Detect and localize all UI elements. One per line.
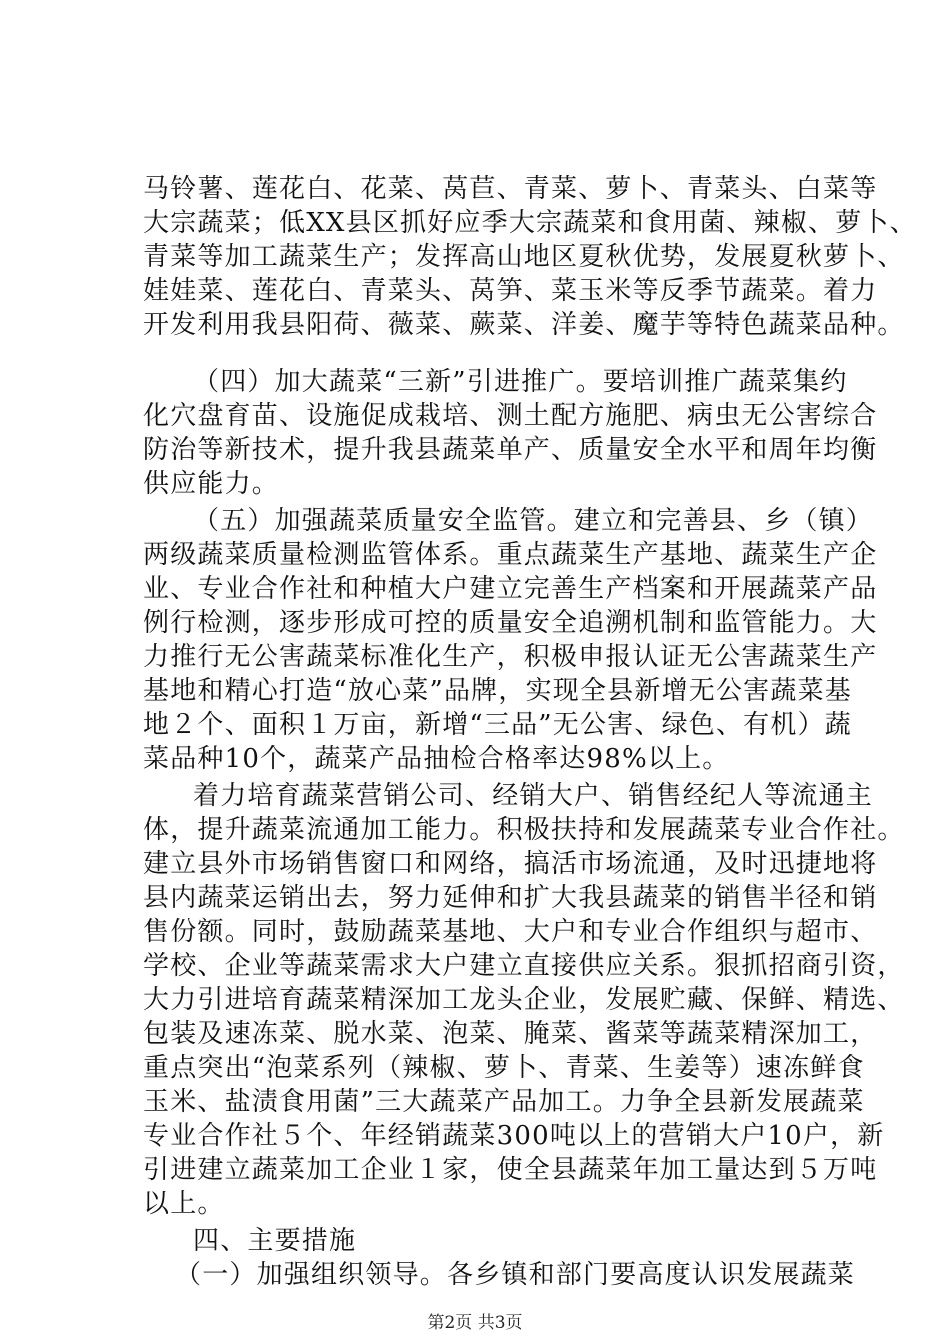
paragraph-line: 大力引进培育蔬菜精深加工龙头企业，发展贮藏、保鲜、精选、 <box>143 985 905 1015</box>
paragraph-line: 售份额。同时，鼓励蔬菜基地、大户和专业合作组织与超市、 <box>143 917 878 947</box>
paragraph-line: 马铃薯、莲花白、花菜、莴苣、青菜、萝卜、青菜头、白菜等 <box>143 174 878 204</box>
paragraph-line: 建立县外市场销售窗口和网络，搞活市场流通，及时迅捷地将 <box>143 849 878 879</box>
paragraph-line: 玉米、盐渍食用菌”三大蔬菜产品加工。力争全县新发展蔬菜 <box>143 1087 865 1117</box>
paragraph-line: 供应能力。 <box>143 469 280 499</box>
paragraph-line: 县内蔬菜运销出去，努力延伸和扩大我县蔬菜的销售半径和销 <box>143 883 878 913</box>
paragraph-line: 力推行无公害蔬菜标准化生产，积极申报认证无公害蔬菜生产 <box>143 642 878 672</box>
paragraph-line: 包装及速冻菜、脱水菜、泡菜、腌菜、酱菜等蔬菜精深加工， <box>143 1019 878 1049</box>
paragraph-line: 着力培育蔬菜营销公司、经销大户、销售经纪人等流通主 <box>193 781 874 811</box>
paragraph-line: 重点突出“泡菜系列（辣椒、萝卜、青菜、生姜等）速冻鲜食 <box>143 1053 865 1083</box>
paragraph-line: 学校、企业等蔬菜需求大户建立直接供应关系。狠抓招商引资， <box>143 951 905 981</box>
paragraph-line: 专业合作社５个、年经销蔬菜300吨以上的营销大户10户，新 <box>143 1121 885 1151</box>
paragraph-line: 体，提升蔬菜流通加工能力。积极扶持和发展蔬菜专业合作社。 <box>143 815 905 845</box>
paragraph-line: 化穴盘育苗、设施促成栽培、测土配方施肥、病虫无公害综合 <box>143 401 878 431</box>
paragraph-line: 防治等新技术，提升我县蔬菜单产、质量安全水平和周年均衡 <box>143 435 878 465</box>
paragraph-line: 例行检测，逐步形成可控的质量安全追溯机制和监管能力。大 <box>143 608 878 638</box>
paragraph-line: （五）加强蔬菜质量安全监管。建立和完善县、乡（镇） <box>193 506 874 536</box>
paragraph-line: 大宗蔬菜；低XX县区抓好应季大宗蔬菜和食用菌、辣椒、萝卜、 <box>143 208 917 238</box>
paragraph-line: 业、专业合作社和种植大户建立完善生产档案和开展蔬菜产品 <box>143 574 878 604</box>
paragraph-line: 地２个、面积１万亩，新增“三品”无公害、绿色、有机）蔬 <box>143 710 852 740</box>
paragraph-line: （一）加强组织领导。各乡镇和部门要高度认识发展蔬菜 <box>175 1260 856 1290</box>
paragraph-line: 开发利用我县阳荷、薇菜、蕨菜、洋姜、魔芋等特色蔬菜品种。 <box>143 310 905 340</box>
paragraph-line: 青菜等加工蔬菜生产；发挥高山地区夏秋优势，发展夏秋萝卜、 <box>143 242 905 272</box>
paragraph-line: 引进建立蔬菜加工企业１家，使全县蔬菜年加工量达到５万吨 <box>143 1155 878 1185</box>
paragraph-line: 基地和精心打造“放心菜”品牌，实现全县新增无公害蔬菜基 <box>143 676 852 706</box>
page-number-footer: 第2页 共3页 <box>427 1313 523 1333</box>
paragraph-line: 以上。 <box>143 1189 225 1219</box>
paragraph-line: （四）加大蔬菜“三新”引进推广。要培训推广蔬菜集约 <box>193 367 848 397</box>
paragraph-line: 两级蔬菜质量检测监管体系。重点蔬菜生产基地、蔬菜生产企 <box>143 540 878 570</box>
section-heading: 四、主要措施 <box>193 1226 357 1256</box>
paragraph-line: 娃娃菜、莲花白、青菜头、莴笋、菜玉米等反季节蔬菜。着力 <box>143 276 878 306</box>
paragraph-line: 菜品种10个，蔬菜产品抽检合格率达98%以上。 <box>143 744 730 774</box>
